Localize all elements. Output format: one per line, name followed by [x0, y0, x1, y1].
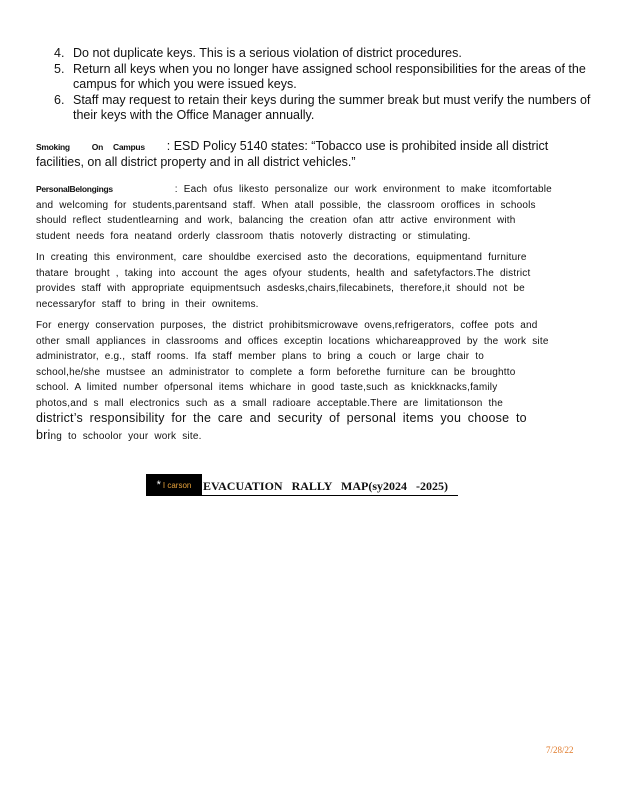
creating-environment-paragraph: In creating this environment, care shouldbe exercised asto the decorations, equipmentand furniture thatare brought , taking into account the ages ofyour students, health and safetyfactors.The district provides staff with appropriate equipmentsuch asdesks,chairs,filecabinets, therefore,it should not be necessaryfor staff to bring in their ownitems.	[36, 252, 531, 310]
evacuation-title: EVACUATION RALLY MAP(sy2024 -2025)	[202, 479, 458, 496]
list-number: 4.	[54, 46, 65, 60]
list-item	[36, 93, 596, 123]
campus-label: Campus	[113, 142, 145, 152]
responsibility-tail: ng to schoolor	[50, 430, 123, 442]
carson-logo	[146, 474, 202, 496]
smoking-label: Smoking	[36, 142, 70, 152]
list-item	[36, 46, 596, 61]
footer-date: 7/28/22	[546, 745, 574, 755]
list-item	[36, 62, 596, 92]
list-number: 5.	[54, 62, 65, 76]
key-rules-list	[36, 46, 596, 124]
personal-belongings-text: : Each ofus likesto personalize our work environment to make itcomfortable and welcoming for students,parentsand staff. When atall possible, the classroom oroffices in schools should reflect studentlearning and work, balancing the creation ofan attr active environment with student needs fora neatand orderly classroom thatis notoverly distracting or stimulating.	[36, 184, 552, 242]
smoking-text: : ESD Policy 5140 states: “Tobacco use is prohibited inside all district facilities, on all district property and in all district vehicles.”	[36, 139, 549, 169]
on-label: On	[91, 142, 104, 152]
list-text: Return all keys when you no longer have assigned school responsibilities for the areas of the campus for which you were issued keys.	[73, 62, 586, 91]
work-site-text: your work site.	[128, 430, 202, 442]
list-text: Staff may request to retain their keys during the summer break but must verify the numbers of their keys with the Office Manager annually.	[73, 93, 591, 122]
personal-belongings-label: PersonalBelongings	[36, 184, 113, 194]
energy-conservation-paragraph	[36, 318, 554, 444]
logo-text: I carson	[162, 480, 192, 490]
personal-belongings-paragraph	[36, 182, 554, 244]
star-icon: *	[156, 479, 161, 491]
evacuation-heading	[146, 472, 458, 496]
responsibility-text: district’s responsibility for the care and security of personal items you choose to bri	[36, 411, 527, 442]
smoking-paragraph	[36, 139, 596, 170]
list-text: Do not duplicate keys. This is a serious violation of district procedures.	[73, 46, 462, 60]
list-number: 6.	[54, 93, 65, 107]
energy-text: For energy conservation purposes, the district prohibitsmicrowave ovens,refrigerators, coffee pots and other small appliances in classrooms and offices exceptin locations whichareapproved by the work site administrator, e.g., staff rooms. Ifa staff member plans to bring a couch or large chair to school,he/she mustsee an administrator to complete a form beforethe furniture can be broughtto school. A limited number ofpersonal items whichare in good taste,such as knickknacks,family photos,and s mall electronics such as a small radioare acceptable.There are limitationson the	[36, 320, 549, 409]
